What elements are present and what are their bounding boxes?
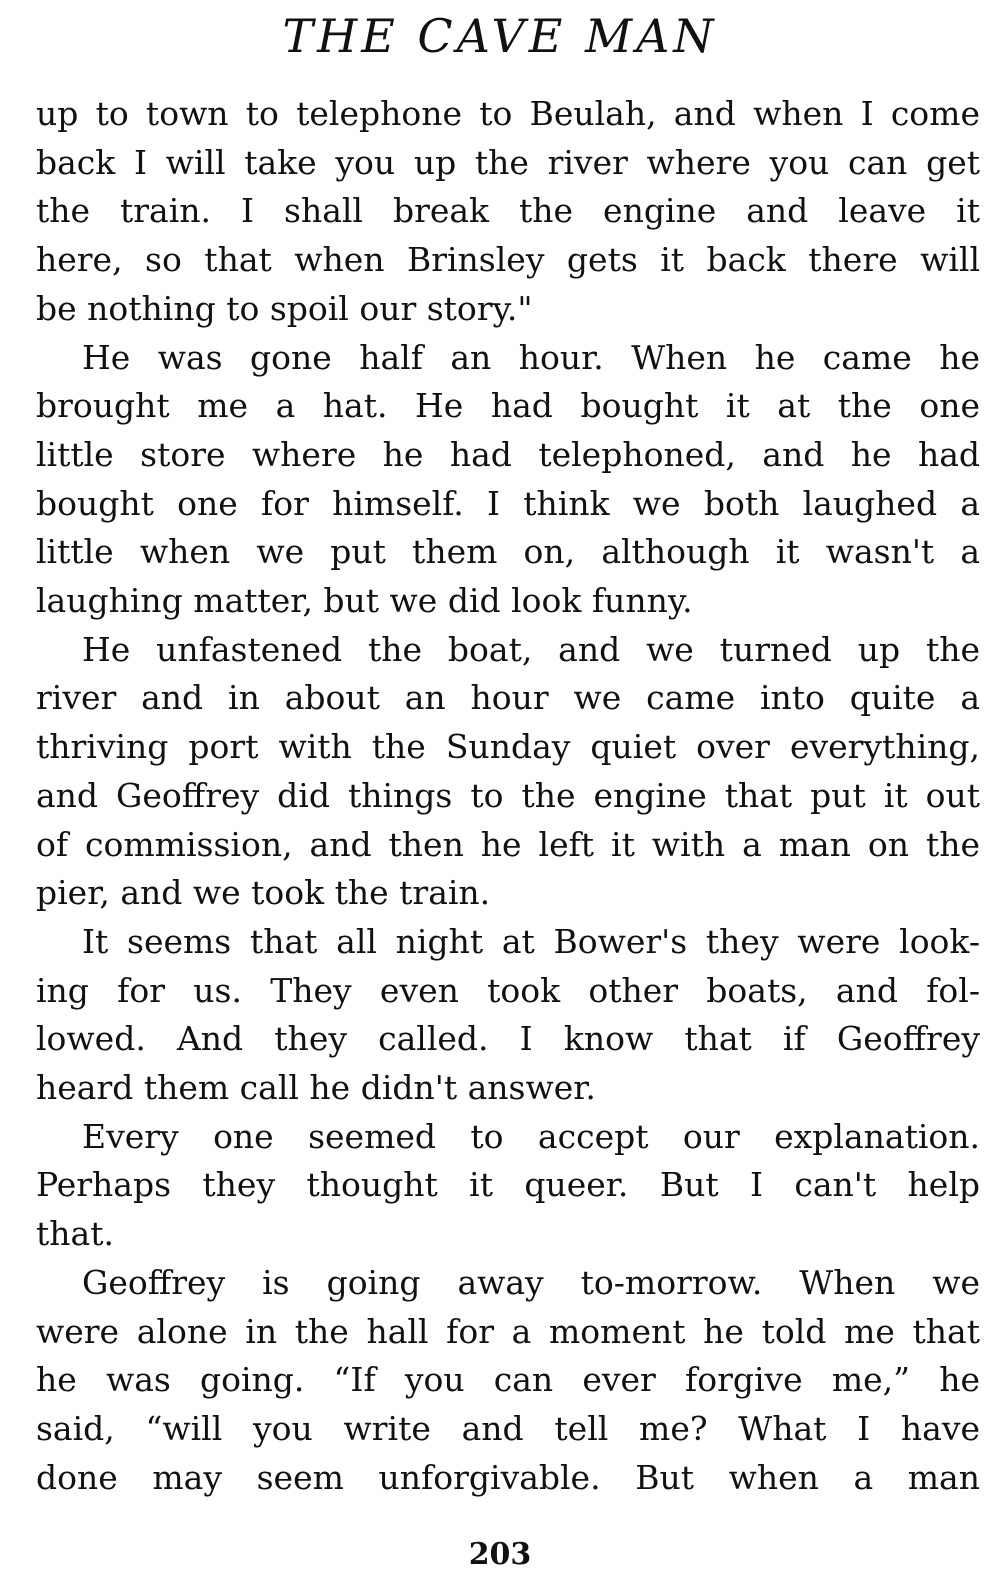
paragraph [36,1259,980,1503]
text-line: and Geoffrey did things to the engine that put it out [36,775,980,815]
text-line: bought one for himself. I think we both laughed a [36,483,980,523]
text-line: that. [36,1214,114,1254]
text-line: little store where he had telephoned, and he had [36,434,980,474]
paragraph [36,918,980,1113]
text-line: pier, and we took the train. [36,873,491,913]
page-number: 203 [468,1537,532,1572]
running-head: THE CAVE MAN [282,9,718,63]
text-line: laughing matter, but we did look funny. [36,581,693,621]
text-line: done may seem unforgivable. But when a man [36,1457,980,1497]
paragraph [36,90,980,334]
text-line: back I will take you up the river where you can get [36,142,980,182]
text-line: Every one seemed to accept our explanation. [82,1116,980,1156]
text-line: Perhaps they thought it queer. But I can't help [36,1165,980,1205]
text-line: of commission, and then he left it with a man on the [36,824,980,864]
text-line: He was gone half an hour. When he came he [82,337,980,377]
text-line: were alone in the hall for a moment he told me that [36,1311,980,1351]
text-line: up to town to telephone to Beulah, and when I come [36,94,980,133]
text-line: be nothing to spoil our story." [36,288,533,328]
text-line: Geoffrey is going away to-morrow. When we [82,1262,980,1302]
body-text [36,90,980,1502]
text-line: little when we put them on, although it wasn't a [36,532,980,572]
text-line: here, so that when Brinsley gets it back there will [36,240,980,280]
paragraph [36,334,980,626]
text-line: river and in about an hour we came into quite a [36,678,980,718]
text-line: heard them call he didn't answer. [36,1068,596,1108]
text-line: ing for us. They even took other boats, and fol- [36,970,980,1010]
text-line: the train. I shall break the engine and leave it [36,191,980,231]
text-line: thriving port with the Sunday quiet over everything, [36,727,980,767]
paragraph [36,1113,980,1259]
text-line: he was going. “If you can ever forgive me,” he [36,1360,980,1400]
text-line: It seems that all night at Bower's they were look- [82,921,980,961]
text-line: brought me a hat. He had bought it at the one [36,386,980,426]
text-line: lowed. And they called. I know that if Geoffrey [36,1019,980,1059]
paragraph [36,626,980,918]
text-line: said, “will you write and tell me? What I have [36,1408,980,1448]
text-line: He unfastened the boat, and we turned up the [82,629,980,669]
